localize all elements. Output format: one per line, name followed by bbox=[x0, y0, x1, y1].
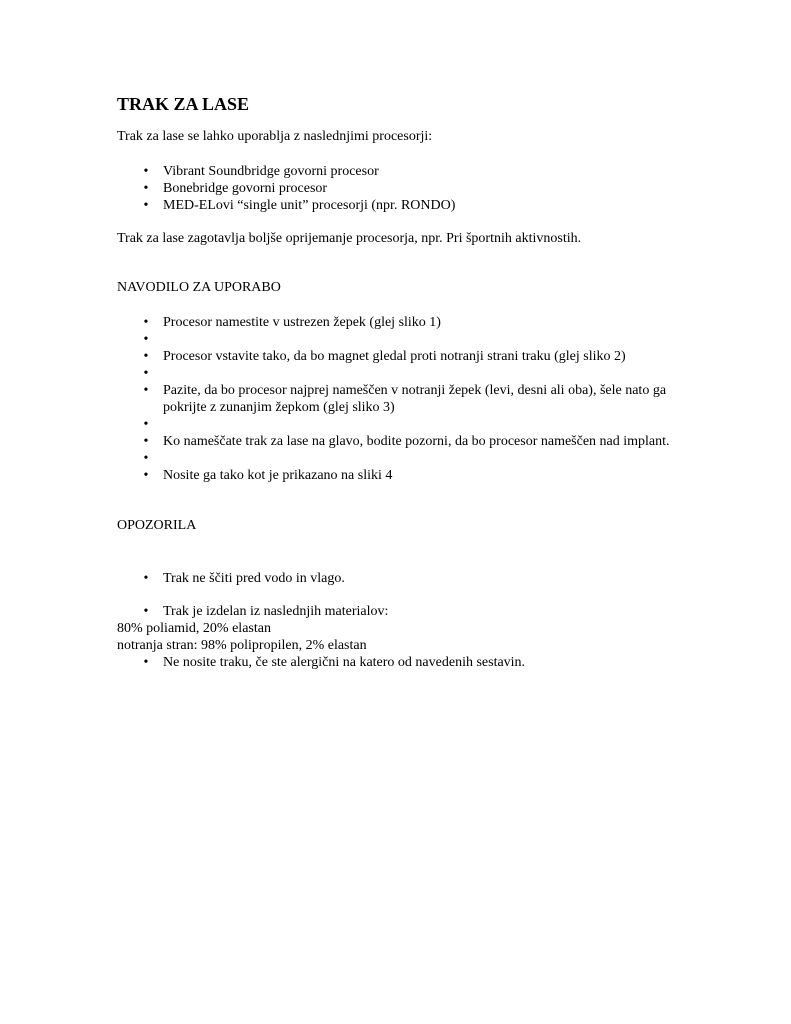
list-item-text: Trak ne ščiti pred vodo in vlago. bbox=[163, 571, 345, 586]
list-item bbox=[117, 382, 697, 416]
list-item bbox=[117, 603, 388, 620]
list-item bbox=[117, 197, 455, 214]
material-line-1: 80% poliamid, 20% elastan bbox=[117, 621, 271, 636]
intro-text: Trak za lase se lahko uporablja z naslednjimi procesorji: bbox=[117, 129, 433, 144]
list-item bbox=[117, 450, 697, 467]
bullet-icon: • bbox=[143, 655, 149, 670]
list-item-text: Procesor vstavite tako, da bo magnet gledal proti notranji strani traku (glej sliko 2) bbox=[163, 349, 626, 364]
list-item-text: Ne nosite traku, če ste alergični na katero od navedenih sestavin. bbox=[163, 655, 526, 670]
bullet-icon: • bbox=[143, 451, 149, 466]
bullet-icon: • bbox=[143, 181, 149, 196]
list-item bbox=[117, 180, 455, 197]
warning-list-1 bbox=[117, 570, 345, 587]
list-item bbox=[117, 163, 455, 180]
list-item-text: Procesor namestite v ustrezen žepek (glej sliko 1) bbox=[163, 315, 441, 330]
list-item bbox=[117, 365, 697, 382]
list-item bbox=[117, 433, 697, 450]
warnings-heading: OPOZORILA bbox=[117, 518, 197, 533]
bullet-icon: • bbox=[143, 383, 149, 398]
bullet-icon: • bbox=[143, 417, 149, 432]
list-item bbox=[117, 467, 697, 484]
list-item bbox=[117, 331, 697, 348]
list-item bbox=[117, 314, 697, 331]
list-item-text: Bonebridge govorni procesor bbox=[163, 181, 328, 196]
list-item bbox=[117, 416, 697, 433]
bullet-icon: • bbox=[143, 349, 149, 364]
document-title: TRAK ZA LASE bbox=[117, 94, 250, 114]
bullet-icon: • bbox=[143, 604, 149, 619]
bullet-icon: • bbox=[143, 164, 149, 179]
benefit-text: Trak za lase zagotavlja boljše oprijemanje procesorja, npr. Pri športnih aktivnostih. bbox=[117, 231, 582, 246]
instructions-heading: NAVODILO ZA UPORABO bbox=[117, 280, 281, 295]
bullet-icon: • bbox=[143, 198, 149, 213]
list-item-text: Trak je izdelan iz naslednjih materialov: bbox=[163, 604, 389, 619]
list-item-text: Vibrant Soundbridge govorni procesor bbox=[163, 164, 379, 179]
material-line-2: notranja stran: 98% polipropilen, 2% elastan bbox=[117, 638, 367, 653]
bullet-icon: • bbox=[143, 571, 149, 586]
instructions-list bbox=[117, 314, 697, 484]
warning-list-3 bbox=[117, 654, 525, 671]
bullet-icon: • bbox=[143, 366, 149, 381]
list-item-text: MED-ELovi “single unit” procesorji (npr. RONDO) bbox=[163, 198, 456, 213]
list-item-text: Nosite ga tako kot je prikazano na sliki 4 bbox=[163, 468, 393, 483]
warning-list-2 bbox=[117, 603, 388, 620]
list-item bbox=[117, 654, 525, 671]
list-item bbox=[117, 348, 697, 365]
processor-list bbox=[117, 163, 455, 214]
list-item-text: Pazite, da bo procesor najprej nameščen v notranji žepek (levi, desni ali oba), šele nato ga pokrijte z zunanjim žepkom (glej sliko 3) bbox=[163, 383, 667, 415]
list-item-text: Ko nameščate trak za lase na glavo, bodite pozorni, da bo procesor nameščen nad implant. bbox=[163, 434, 670, 449]
bullet-icon: • bbox=[143, 468, 149, 483]
bullet-icon: • bbox=[143, 434, 149, 449]
bullet-icon: • bbox=[143, 332, 149, 347]
bullet-icon: • bbox=[143, 315, 149, 330]
list-item bbox=[117, 570, 345, 587]
